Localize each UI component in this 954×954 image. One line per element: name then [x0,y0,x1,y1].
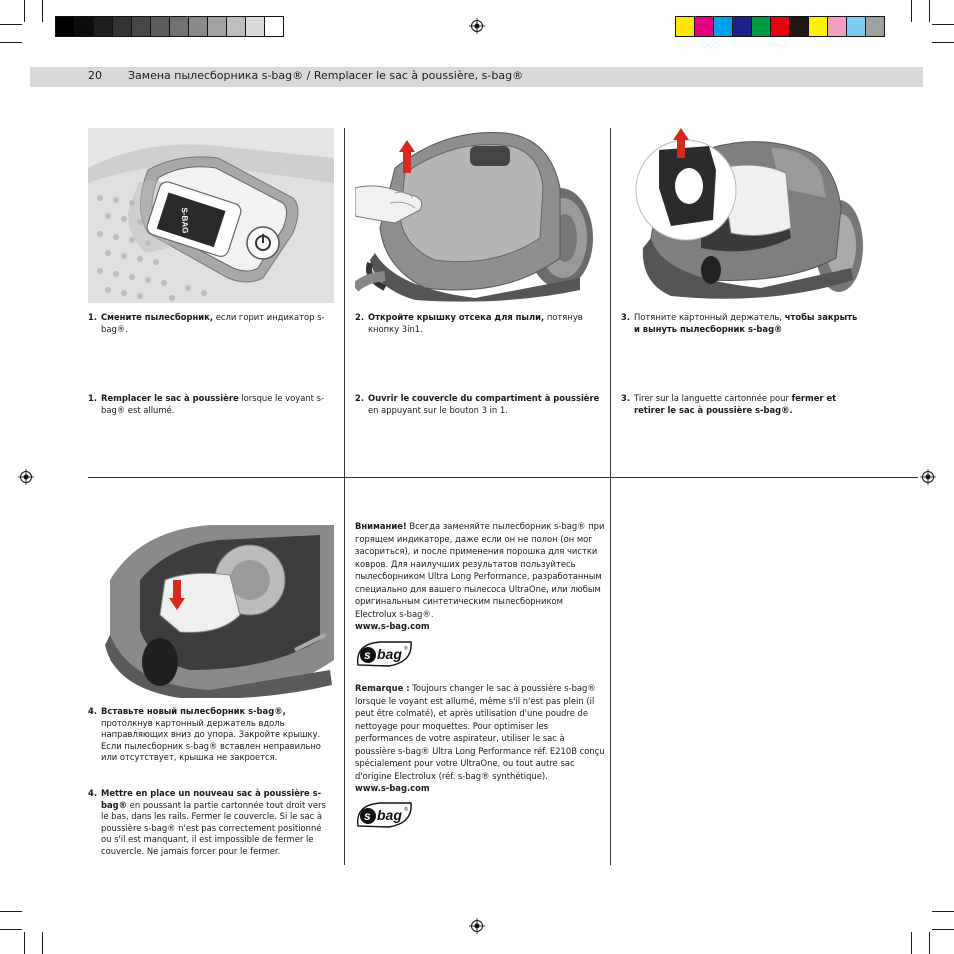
calibration-swatch [169,16,189,37]
registration-mark-icon [469,18,485,34]
registration-mark-icon [18,469,34,485]
step-2-ru: 2. Откройте крышку отсека для пыли, потянув кнопку 3in1. [355,312,583,334]
note-ru: Внимание! Всегда заменяйте пылесборник s-bag® при горящем индикаторе, даже если он не полон (он мог засориться), и после применения порошка для чистки ковров. Для наилучших результатов пользуйтесь пылесборником Ultra Long Performance, разработанным специально для вашего пылесоса UltraOne, или любым оригинальным синтетическим пылесборником Electrolux s-bag®. www.s-bag.com [355,521,605,631]
url-link[interactable]: www.s-bag.com [355,783,430,793]
step-4-fr: 4. Mettre en place un nouveau sac à poussière s-bag® en poussant la partie cartonnée tout droit vers le bas, dans les rails. Fermer le couvercle. Si le sac à poussière s-bag® n'est pas correctement positionné ou s'il est manquant, il est impossible de fermer le couvercle. Ne jamais forcer pour le fermer. [88,788,326,856]
column-divider [344,128,345,865]
crop-mark [0,929,22,930]
calibration-swatch [74,16,94,37]
step-1-ru: 1. Смените пылесборник, если горит индикатор s-bag®. [88,312,325,334]
svg-text:bag: bag [377,807,402,823]
step-3-ru: 3. Потяните картонный держатель, чтобы закрыть и вынуть пылесборник s-bag® [621,312,858,334]
calibration-swatch [789,16,809,37]
calibration-swatch [675,16,695,37]
crop-mark [24,932,25,954]
calibration-swatch [207,16,227,37]
step-4-ru: 4. Вставьте новый пылесборник s-bag®, протолкнув картонный держатель вдоль направляющих вниз до упора. Закройте крышку. Если пылесборник s-bag® вставлен неправильно или отсутствует, крышка не закроется. [88,706,321,762]
page-title: Замена пылесборника s-bag® / Remplacer le sac à poussière, s-bag® [128,69,524,82]
s-bag-logo [355,640,413,668]
step-3-fr: 3. Tirer sur la languette cartonnée pour fermer et retirer le sac à poussière s-bag®. [621,393,837,415]
registration-mark-icon [469,918,485,934]
calibration-swatch [245,16,265,37]
calibration-swatch [226,16,246,37]
calibration-swatch [751,16,771,37]
calibration-swatch [131,16,151,37]
svg-text:bag: bag [377,646,402,662]
crop-mark [932,911,954,912]
crop-mark [932,42,954,43]
registration-mark-icon [920,469,936,485]
row-divider [88,477,918,478]
gray-calibration-bar [56,16,284,37]
step-2-fr: 2. Ouvrir le couvercle du compartiment à poussière en appuyant sur le bouton 3 in 1. [355,393,600,415]
crop-mark [929,932,930,954]
url-link[interactable]: www.s-bag.com [355,621,430,631]
calibration-swatch [150,16,170,37]
crop-mark [42,0,43,22]
s-bag-logo [355,801,413,829]
svg-text:s: s [364,648,371,662]
calibration-swatch [827,16,847,37]
illustration-open-lid [355,128,600,303]
illustration-remove-bag [621,128,866,303]
illustration-insert-bag [100,520,334,698]
svg-text:®: ® [404,646,408,652]
crop-mark [24,0,25,22]
note-fr: Remarque : Toujours changer le sac à poussière s-bag® lorsque le voyant est allumé, même s'il n'est pas plein (il peut être colmaté), et après utilisation d'une poudre de nettoyage pour moquettes. Pour optimiser les performances de votre aspirateur, utiliser le sac à poussière s-bag® Ultra Long Performance réf. E210B conçu spécialement pour votre UltraOne, ou tout autre sac d'origine Electrolux (réf. s-bag® synthétique). www.s-bag.com [355,683,605,793]
calibration-swatch [846,16,866,37]
illustration-indicator [88,128,334,303]
crop-mark [0,24,22,25]
calibration-swatch [713,16,733,37]
crop-mark [932,24,954,25]
crop-mark [932,929,954,930]
calibration-swatch [770,16,790,37]
calibration-swatch [694,16,714,37]
crop-mark [911,932,912,954]
column-divider [610,128,611,865]
crop-mark [911,0,912,22]
calibration-swatch [732,16,752,37]
calibration-swatch [188,16,208,37]
calibration-swatch [112,16,132,37]
step-1-fr: 1. Remplacer le sac à poussière lorsque le voyant s-bag® est allumé. [88,393,324,415]
calibration-swatch [264,16,284,37]
crop-mark [0,42,22,43]
page-number: 20 [88,69,102,82]
crop-mark [0,911,22,912]
bag-label: S-BAG [179,207,190,234]
calibration-swatch [55,16,75,37]
calibration-swatch [93,16,113,37]
crop-mark [929,0,930,22]
calibration-swatch [865,16,885,37]
crop-mark [42,932,43,954]
svg-text:®: ® [404,807,408,813]
calibration-swatch [808,16,828,37]
svg-text:s: s [364,809,371,823]
page-header [30,67,923,87]
color-calibration-bar [676,16,885,37]
